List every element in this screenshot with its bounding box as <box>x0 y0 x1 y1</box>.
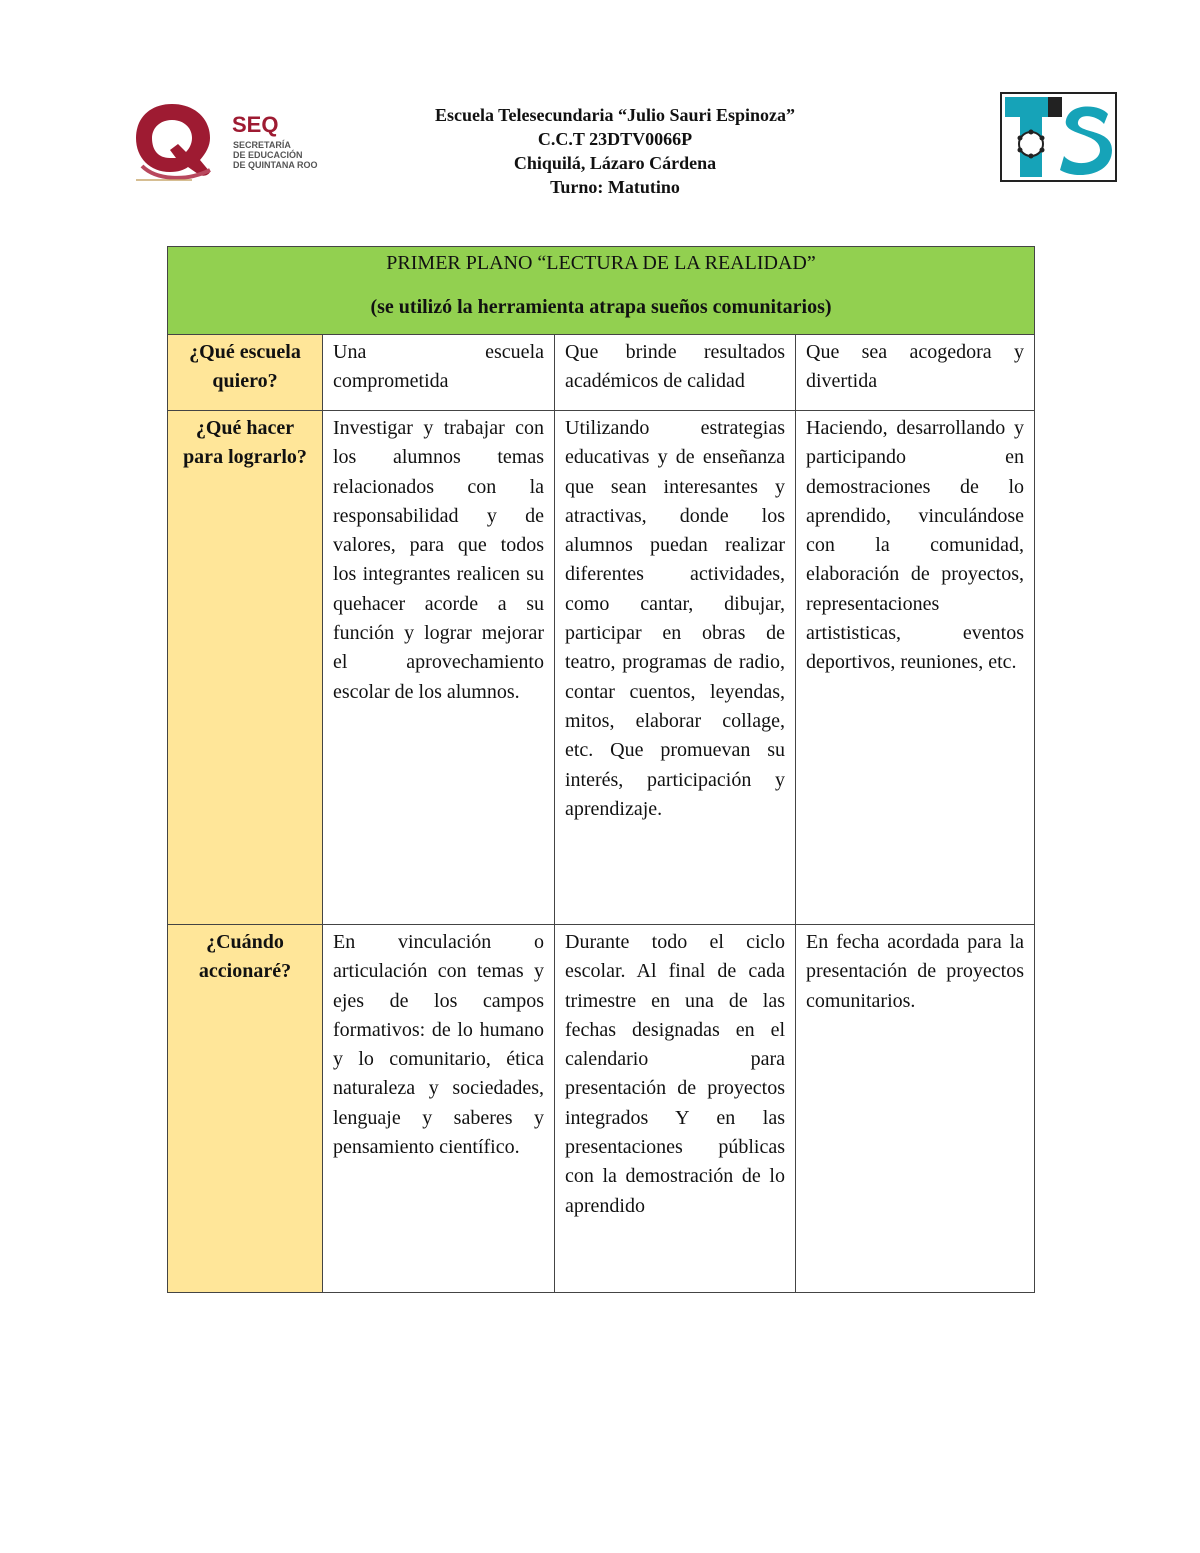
question-cell: ¿Cuándo accionaré? <box>168 925 323 1293</box>
answer-cell: En fecha acordada para la presentación de proyectos comunitarios. <box>796 925 1035 1293</box>
seq-logo <box>132 100 332 185</box>
table-title-cell <box>168 247 1035 335</box>
question-cell: ¿Qué hacer para lograrlo? <box>168 411 323 925</box>
table-row <box>168 411 1035 925</box>
ts-logo-icon <box>1000 92 1117 182</box>
school-cct: C.C.T 23DTV0066P <box>537 129 693 149</box>
seq-q-logo-icon <box>132 100 332 185</box>
answer-cell: Que brinde resultados académicos de calidad <box>555 335 796 411</box>
table-row <box>168 335 1035 411</box>
answer-cell: Haciendo, desarrollando y participando en demostraciones de lo aprendido, vinculándose con la comunidad, elaboración de proyectos, representaciones artististicas, eventos deportivos, reuniones, etc. <box>796 411 1035 925</box>
school-shift: Turno: Matutino <box>550 177 680 197</box>
table-title: PRIMER PLANO “LECTURA DE LA REALIDAD” <box>386 252 816 274</box>
answer-cell: Utilizando estrategias educativas y de enseñanza que sean interesantes y atractivas, donde los alumnos puedan realizar diferentes actividades, como cantar, dibujar, participar en obras de teatro, programas de radio, contar cuentos, leyendas, mitos, elaborar collage, etc. Que promuevan su interés, participación y aprendizaje. <box>555 411 796 925</box>
answer-cell: Una escuela comprometida <box>323 335 555 411</box>
ts-logo <box>1000 92 1117 182</box>
table-subtitle: (se utilizó la herramienta atrapa sueños comunitarios) <box>370 296 832 318</box>
school-name: Escuela Telesecundaria “Julio Sauri Espinoza” <box>434 105 796 125</box>
plan-table <box>167 246 1035 1293</box>
seq-brand-text: SEQ <box>232 112 279 137</box>
school-location: Chiquilá, Lázaro Cárdena <box>513 153 717 173</box>
answer-cell: En vinculación o articulación con temas y ejes de los campos formativos: de lo humano y lo comunitario, ética naturaleza y sociedades, lenguaje y saberes y pensamiento científico. <box>323 925 555 1293</box>
table-row <box>168 925 1035 1293</box>
seq-subtitle-line-2: DE EDUCACIÓN <box>233 150 303 160</box>
answer-cell: Que sea acogedora y divertida <box>796 335 1035 411</box>
answer-cell: Durante todo el ciclo escolar. Al final de cada trimestre en una de las fechas designadas en el calendario para presentación de proyectos integrados Y en las presentaciones públicas con la demostración de lo aprendido <box>555 925 796 1293</box>
answer-cell: Investigar y trabajar con los alumnos temas relacionados con la responsabilidad y de valores, para que todos los integrantes realicen su quehacer acorde a su función y lograr mejorar el aprovechamiento escolar de los alumnos. <box>323 411 555 925</box>
seq-subtitle-line-3: DE QUINTANA ROO <box>233 160 318 170</box>
seq-subtitle-line-1: SECRETARÍA <box>233 140 291 150</box>
question-cell: ¿Qué escuela quiero? <box>168 335 323 411</box>
school-header <box>380 103 850 199</box>
